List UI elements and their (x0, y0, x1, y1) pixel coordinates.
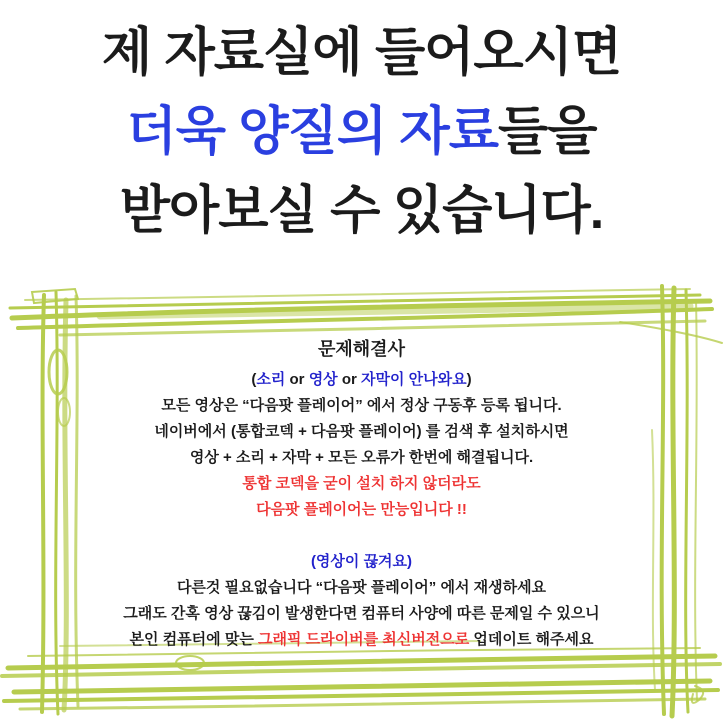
notice-line (70, 575, 653, 601)
notice-line-segment: ( (251, 371, 257, 388)
notice-line (70, 471, 653, 497)
headline-line (0, 172, 723, 251)
notice-line-segment: 모든 영상은 “다음팟 플레이어” 에서 정상 구동후 등록 됩니다. (161, 397, 562, 414)
notice-line (70, 445, 653, 471)
notice-line-segment: ) (466, 371, 472, 388)
notice-line (70, 393, 653, 419)
notice-line (70, 367, 653, 393)
notice-line-segment: 영상 + 소리 + 자막 + 모든 오류가 한번에 해결됩니다. (189, 449, 534, 466)
notice-line-segment: (영상이 끊겨요) (310, 553, 413, 570)
notice-line (70, 627, 653, 653)
notice-line-segment: 영상 (308, 371, 338, 388)
notice-line-segment: 다른것 필요없습니다 “다음팟 플레이어” 에서 재생하세요 (176, 579, 547, 596)
notice-line-segment: 본인 컴퓨터에 맞는 (129, 631, 258, 648)
notice-lines (70, 367, 653, 653)
notice-line (70, 419, 653, 445)
notice-line-segment: or (337, 371, 362, 388)
notice-line (70, 549, 653, 575)
notice-line-segment: 그래도 간혹 영상 끊김이 발생한다면 컴퓨터 사양에 따른 문제일 수 있으니 (123, 605, 600, 622)
headline-line-segment: 받아보실 수 있습니다. (119, 182, 604, 240)
headline (0, 14, 723, 251)
notice-line-segment: or (285, 371, 309, 388)
headline-line-segment: 더욱 양질의 자료 (126, 103, 499, 161)
notice-line-segment: 소리 (256, 371, 286, 388)
headline-line-segment: 제 자료실에 들어오시면 (101, 24, 622, 82)
headline-line (0, 93, 723, 172)
notice-line-segment: 자막이 안나와요 (361, 371, 467, 388)
notice-line-segment: 다음팟 플레이어는 만능입니다 !! (256, 501, 467, 518)
notice-line (70, 497, 653, 523)
notice-box (70, 337, 653, 653)
notice-line-segment: 네이버에서 (통합코덱 + 다음팟 플레이어) 를 검색 후 설치하시면 (154, 423, 569, 440)
notice-line (70, 601, 653, 627)
headline-line-segment: 들을 (498, 103, 597, 161)
notice-line-segment: 업데이트 해주세요 (469, 631, 594, 648)
notice-title: 문제해결사 (318, 339, 405, 359)
notice-line-segment: 통합 코덱을 굳이 설치 하지 않더라도 (242, 475, 481, 492)
headline-line (0, 14, 723, 93)
notice-line-segment: 그래픽 드라이버를 최신버전으로 (257, 631, 470, 648)
